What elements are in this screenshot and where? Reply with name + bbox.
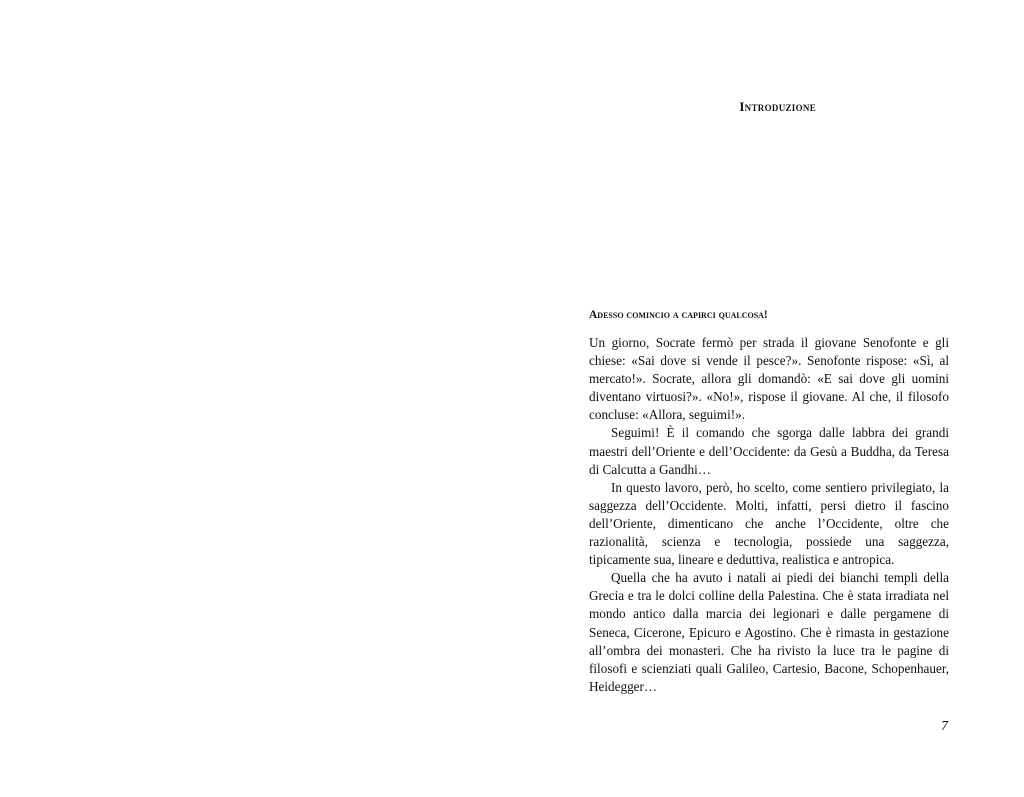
section-heading: Adesso comincio a capirci qualcosa!	[589, 309, 768, 321]
page-number: 7	[941, 719, 948, 734]
body-text	[589, 334, 949, 696]
paragraph: Un giorno, Socrate fermò per strada il giovane Senofonte e gli chiese: «Sai dove si vende il pesce?». Senofonte rispose: «Sì, al mercato!». Socrate, allora gli domandò: «E sai dove gli uomini diventano virtuosi?». «No!», rispose il giovane. Al che, il filosofo concluse: «Allora, seguimi!».	[589, 335, 949, 423]
paragraph: Seguimi! È il comando che sgorga dalle labbra dei grandi maestri dell’Oriente e dell’Occidente: da Gesù a Buddha, da Teresa di Calcutta a Gandhi…	[589, 425, 949, 477]
chapter-title: Introduzione	[739, 99, 816, 114]
paragraph: Quella che ha avuto i natali ai piedi dei bianchi templi della Grecia e tra le dolci colline della Palestina. Che è stata irradiata nel mondo antico dalla marcia dei legionari e dalle pergamene di Seneca, Cicerone, Epicuro e Agostino. Che è rimasta in gestazione all’ombra dei monasteri. Che ha rivisto la luce tra le pagine di filosofi e scienziati quali Galileo, Cartesio, Bacone, Schopenhauer, Heidegger…	[589, 570, 949, 694]
paragraph: In questo lavoro, però, ho scelto, come sentiero privilegiato, la saggezza dell’Occidente. Molti, infatti, persi dietro il fascino dell’Oriente, dimenticano che anche l’Occidente, oltre che razionalità, scienza e tecnologia, possiede una saggezza, tipicamente sua, lineare e deduttiva, realistica e antropica.	[589, 479, 949, 568]
